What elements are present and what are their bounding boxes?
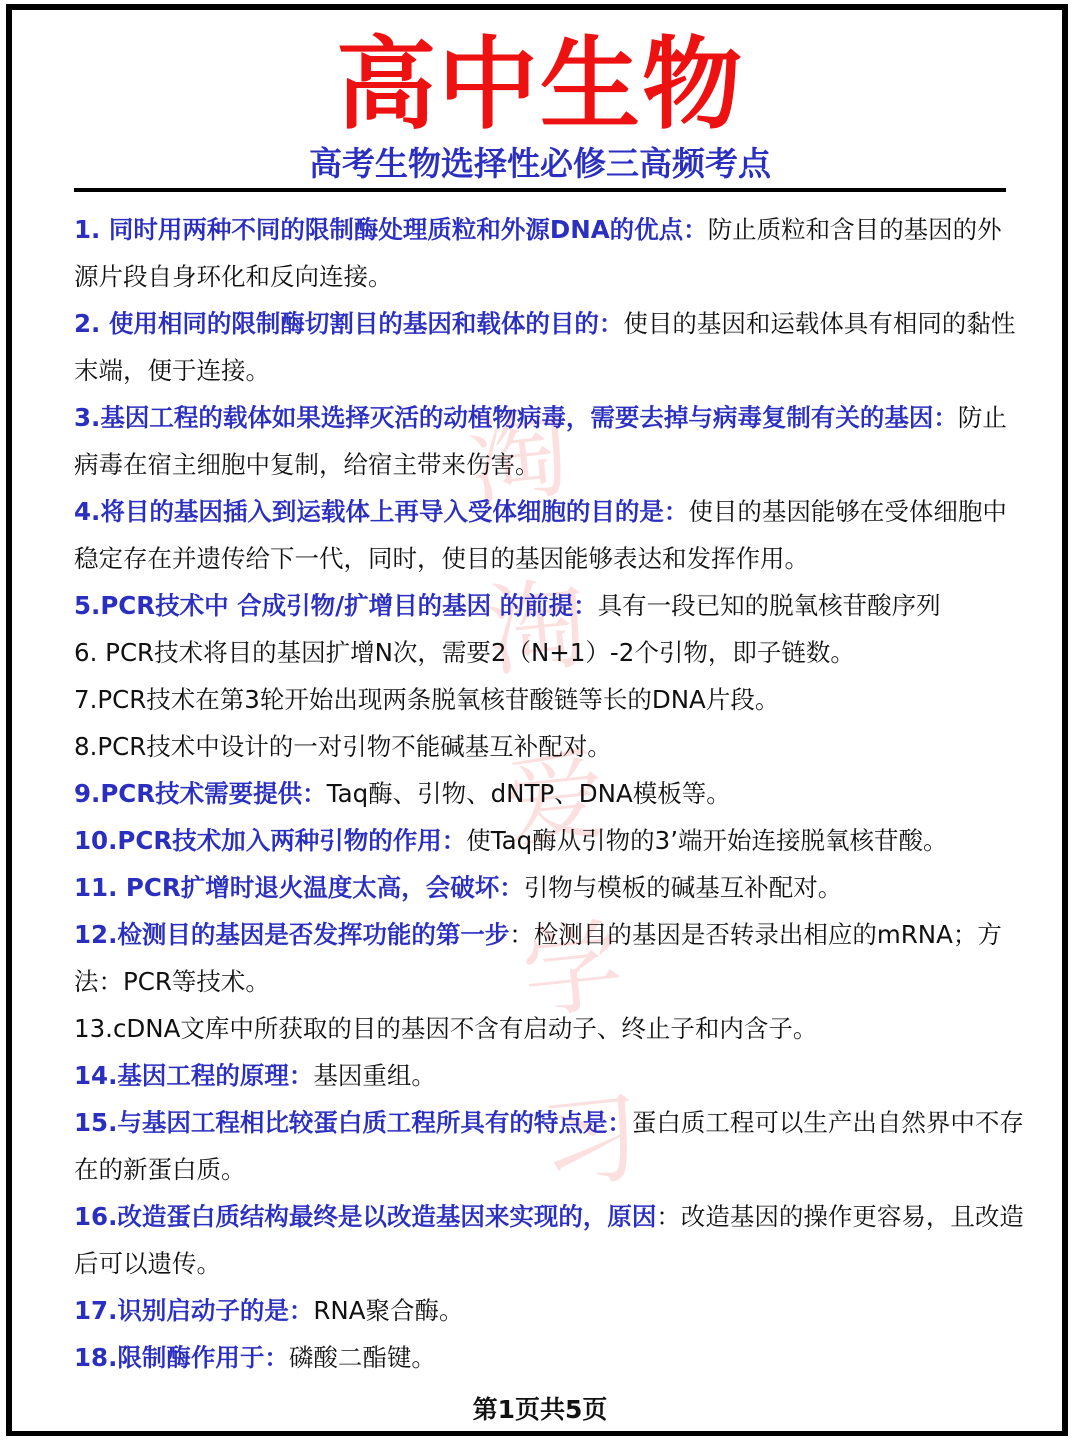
key-point-4 <box>74 488 1024 582</box>
key-points-list <box>74 206 1024 1381</box>
key-point-16 <box>74 1193 1024 1287</box>
key-point-1 <box>74 206 1024 300</box>
key-point-question: 15.与基因工程相比较蛋白质工程所具有的特点是： <box>74 1108 632 1137</box>
key-point-question: 12.检测目的基因是否发挥功能的第一步 <box>74 920 510 949</box>
key-point-answer: ：改造基因的操作更容易，且改造后可以遗传。 <box>74 1202 1024 1278</box>
key-point-answer: 8.PCR技术中设计的一对引物不能碱基互补配对。 <box>74 732 612 761</box>
key-point-answer: 使目的基因和运载体具有相同的黏性末端，便于连接。 <box>74 309 1016 385</box>
key-point-question: 3.基因工程的载体如果选择灭活的动植物病毒，需要去掉与病毒复制有关的基因： <box>74 403 958 432</box>
title-divider <box>74 188 1006 192</box>
key-point-answer: ：检测目的基因是否转录出相应的mRNA；方法：PCR等技术。 <box>74 920 1002 996</box>
key-point-answer: 引物与模板的碱基互补配对。 <box>523 873 843 902</box>
key-point-question: 16.改造蛋白质结构最终是以改造基因来实现的，原因 <box>74 1202 657 1231</box>
key-point-answer: 蛋白质工程可以生产出自然界中不存在的新蛋白质。 <box>74 1108 1024 1184</box>
key-point-answer: 6. PCR技术将目的基因扩增N次，需要2（N+1）-2个引物，即子链数。 <box>74 638 855 667</box>
key-point-question: 14.基因工程的原理： <box>74 1061 314 1090</box>
key-point-6 <box>74 629 1024 676</box>
key-point-question: 11. PCR扩增时退火温度太高，会破坏： <box>74 873 524 902</box>
page-subtitle: 高考生物选择性必修三高频考点 <box>309 144 771 183</box>
key-point-question: 4.将目的基因插入到运载体上再导入受体细胞的目的是： <box>74 497 689 526</box>
page-title: 高中生物 <box>336 26 744 143</box>
key-point-answer: 7.PCR技术在第3轮开始出现两条脱氧核苷酸链等长的DNA片段。 <box>74 685 780 714</box>
key-point-11 <box>74 864 1024 911</box>
key-point-15 <box>74 1099 1024 1193</box>
key-point-9 <box>74 770 1024 817</box>
key-point-14 <box>74 1052 1024 1099</box>
key-point-12 <box>74 911 1024 1005</box>
key-point-answer: 磷酸二酯键。 <box>288 1343 436 1372</box>
key-point-answer: 防止质粒和含目的基因的外源片段自身环化和反向连接。 <box>74 215 1002 291</box>
key-point-question: 1. 同时用两种不同的限制酶处理质粒和外源DNA的优点： <box>74 215 708 244</box>
key-point-question: 5.PCR技术中 合成引物/扩增目的基因 的前提： <box>74 591 598 620</box>
key-point-13 <box>74 1005 1024 1052</box>
key-point-answer: Taq酶、引物、dNTP、DNA模板等。 <box>326 779 731 808</box>
key-point-8 <box>74 723 1024 770</box>
key-point-17 <box>74 1287 1024 1334</box>
key-point-question: 9.PCR技术需要提供： <box>74 779 327 808</box>
key-point-question: 18.限制酶作用于： <box>74 1343 289 1372</box>
key-point-answer: 13.cDNA文库中所获取的目的基因不含有启动子、终止子和内含子。 <box>74 1014 818 1043</box>
key-point-2 <box>74 300 1024 394</box>
key-point-3 <box>74 394 1024 488</box>
key-point-7 <box>74 676 1024 723</box>
page-indicator: 第1页共5页 <box>472 1395 608 1424</box>
key-point-question: 10.PCR技术加入两种引物的作用： <box>74 826 467 855</box>
key-point-answer: RNA聚合酶。 <box>313 1296 464 1325</box>
key-point-answer: 防止病毒在宿主细胞中复制，给宿主带来伤害。 <box>74 403 1007 479</box>
key-point-question: 2. 使用相同的限制酶切割目的基因和载体的目的： <box>74 309 624 338</box>
key-point-5 <box>74 582 1024 629</box>
key-point-answer: 基因重组。 <box>313 1061 436 1090</box>
key-point-answer: 使目的基因能够在受体细胞中稳定存在并遗传给下一代，同时，使目的基因能够表达和发挥作用。 <box>74 497 1007 573</box>
key-point-18 <box>74 1334 1024 1381</box>
key-point-answer: 使Taq酶从引物的3’端开始连接脱氧核苷酸。 <box>466 826 948 855</box>
key-point-answer: 具有一段已知的脱氧核苷酸序列 <box>597 591 941 620</box>
key-point-question: 17.识别启动子的是： <box>74 1296 314 1325</box>
key-point-10 <box>74 817 1024 864</box>
